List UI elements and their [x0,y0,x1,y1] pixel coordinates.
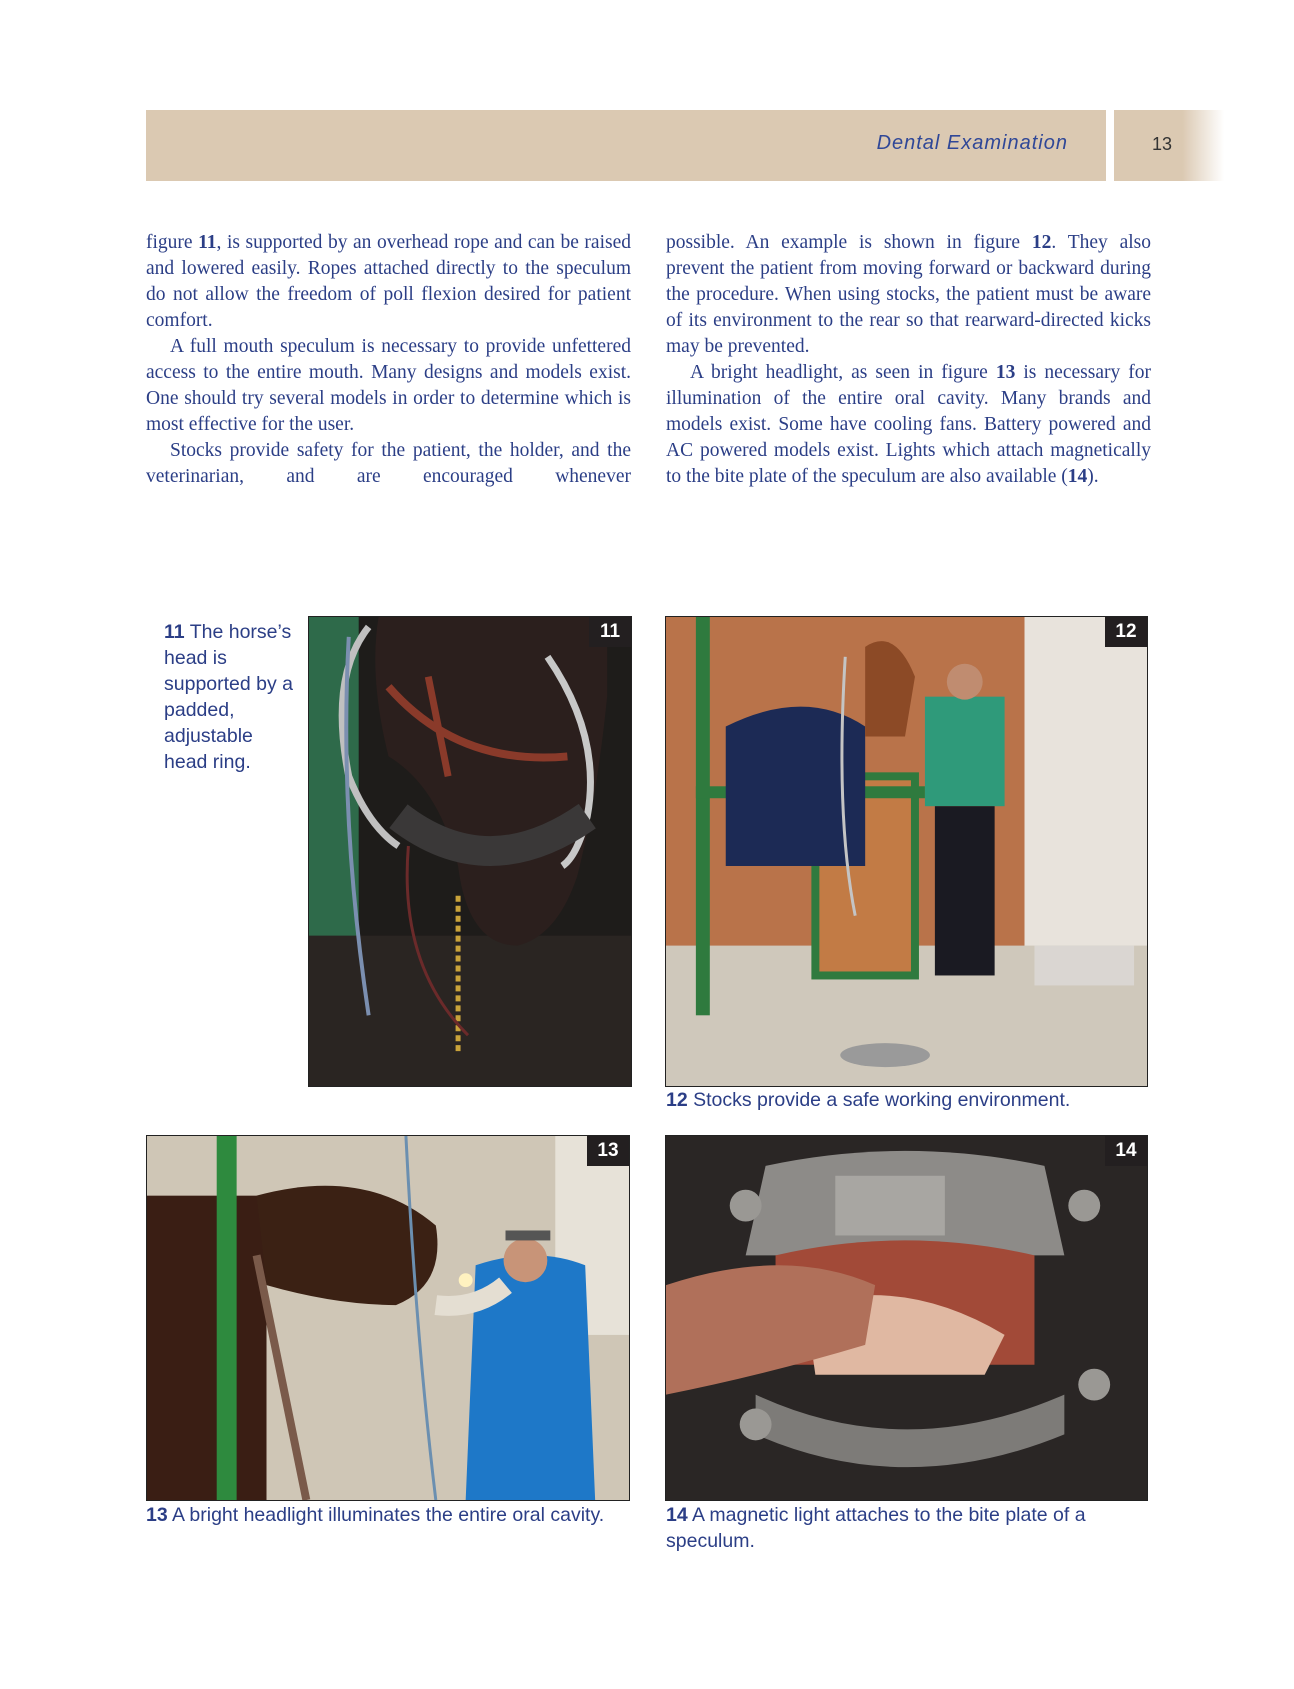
figure-reference: 12 [1031,232,1052,253]
text-run: is necessary for illumination of the entire oral cavity. Many brands and models exist. Some have cooling fans. Battery powered and AC powered models exist. Lights which attach magnetically to the bite plate of the speculum are also available ( [666,362,1151,487]
figure-caption-12 [666,1087,1148,1113]
text-run: ). [1087,466,1099,487]
running-header [146,110,1106,181]
figure-tag-13: 13 [587,1136,629,1166]
magnetic-light-photo [666,1136,1147,1500]
figure-reference: 13 [995,362,1016,383]
caption-text: A magnetic light attaches to the bite plate of a speculum. [666,1504,1086,1552]
caption-number: 12 [666,1089,688,1111]
figure-caption-14 [666,1502,1148,1554]
horse-head-ring-photo [309,617,631,1086]
running-title: Dental Examination [876,132,1068,154]
figure-tag-11: 11 [589,617,631,647]
figure-photo-11 [308,616,632,1087]
page-number: 13 [1152,134,1173,154]
caption-text: A bright headlight illuminates the entire oral cavity. [172,1504,605,1526]
figure-tag-12: 12 [1105,617,1147,647]
text-run: figure [146,232,199,253]
text-run: , is supported by an overhead rope and can be raised and lowered easily. Ropes attached directly to the speculum do not allow the freedom of poll flexion desired for patient comfort. [146,232,631,331]
paragraph: Stocks provide safety for the patient, the holder, and the veterinarian, and are encouraged whenever [146,440,631,487]
figure-photo-13 [146,1135,630,1501]
body-column-left [146,230,631,490]
figure-photo-14 [665,1135,1148,1501]
figure-tag-14: 14 [1105,1136,1147,1166]
figure-caption-13 [146,1502,630,1528]
paragraph [666,360,1151,490]
headlight-photo [147,1136,629,1500]
text-run: . They also prevent the patient from moving forward or backward during the procedure. When using stocks, the patient must be aware of its environment to the rear so that rearward-directed kicks may be prevented. [666,232,1151,357]
figure-photo-12 [665,616,1148,1087]
figure-reference: 11 [198,232,217,253]
caption-number: 13 [146,1504,168,1526]
caption-text: The horse’s head is supported by a padded, adjustable head ring. [164,621,294,773]
paragraph: A full mouth speculum is necessary to provide unfettered access to the entire mouth. Many designs and models exist. One should try several models in order to determine which is most effective for the user. [146,336,631,435]
body-column-right [666,230,1151,490]
figure-caption-11 [164,619,294,775]
caption-number: 14 [666,1504,688,1526]
text-run: A bright headlight, as seen in figure [690,362,996,383]
caption-text: Stocks provide a safe working environment. [693,1089,1071,1111]
stocks-photo [666,617,1147,1086]
paragraph [146,230,631,334]
page-number-tab [1114,110,1224,181]
caption-number: 11 [164,621,185,643]
paragraph [666,230,1151,360]
text-run: possible. An example is shown in figure [666,232,1032,253]
figure-reference: 14 [1067,466,1088,487]
